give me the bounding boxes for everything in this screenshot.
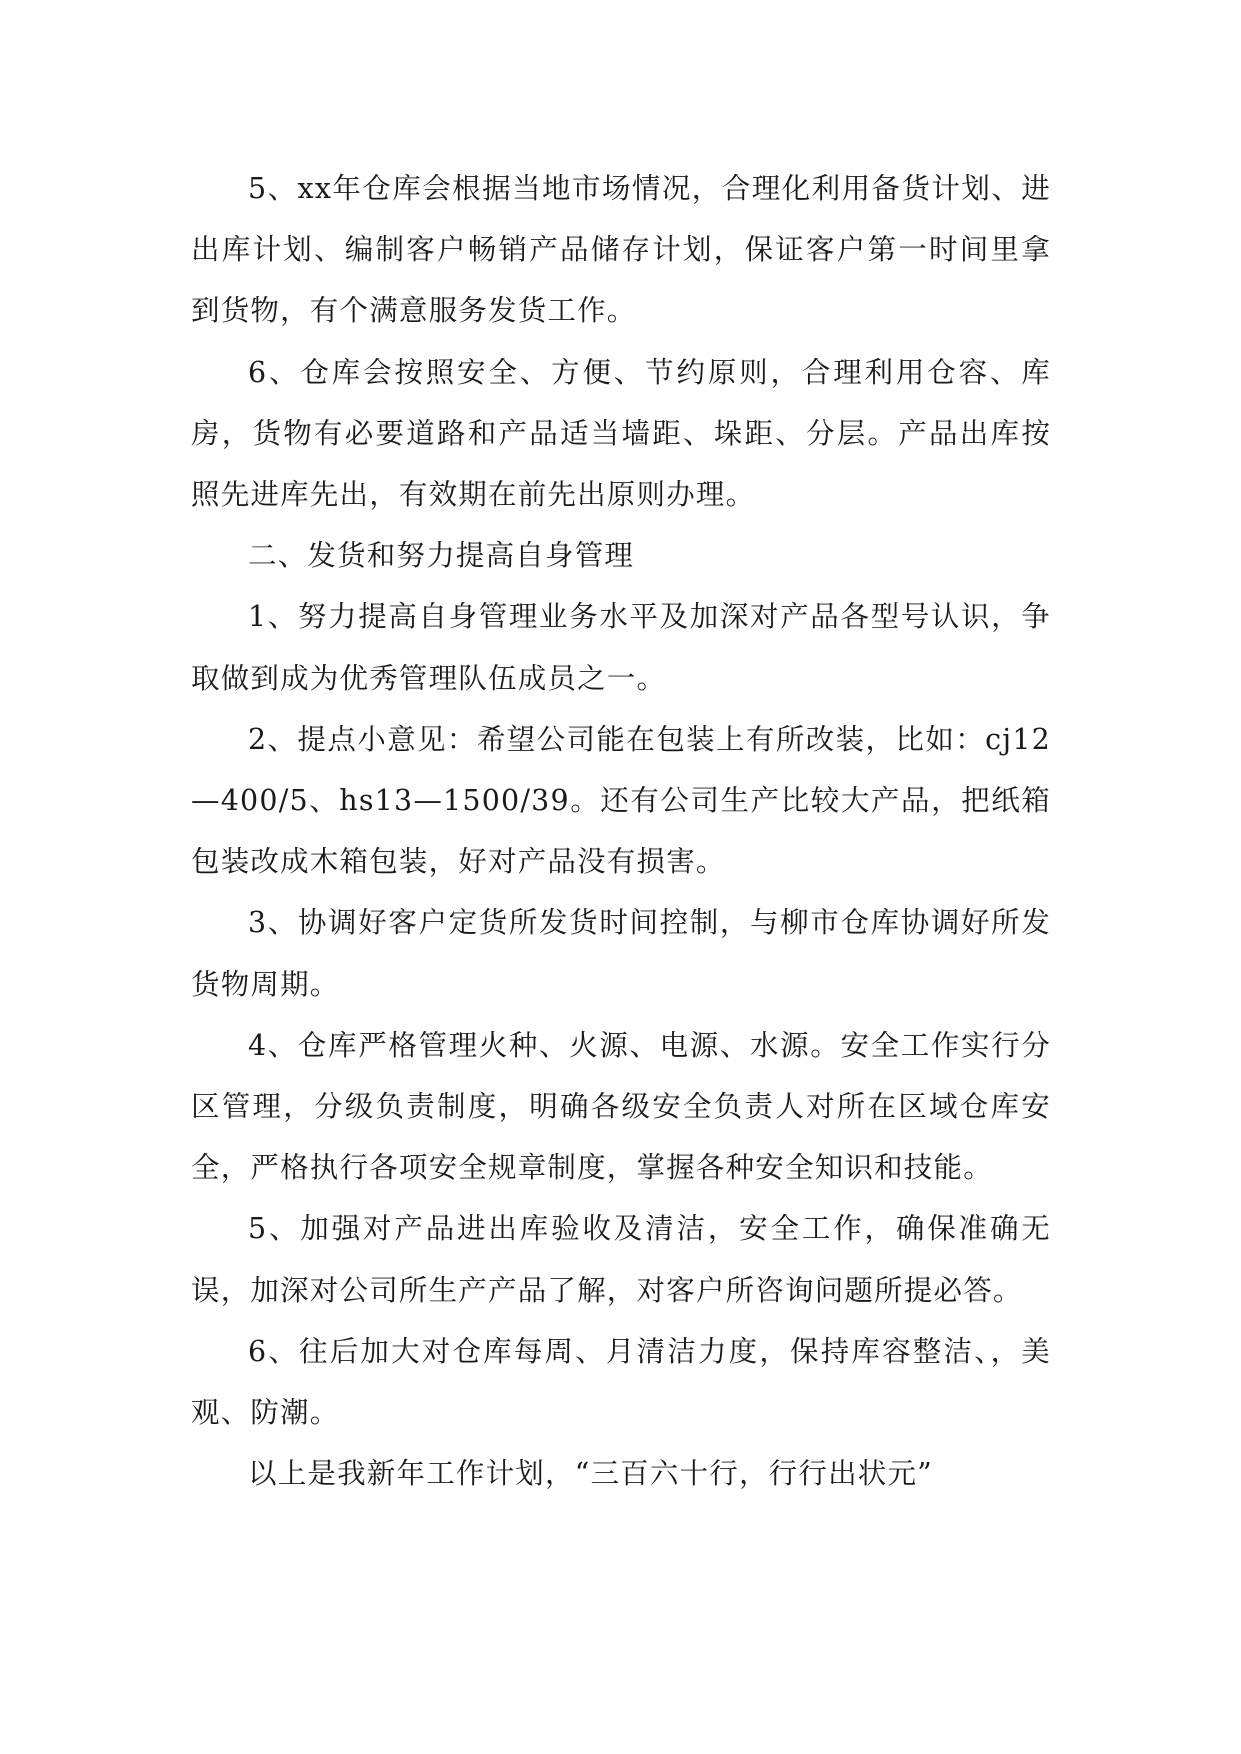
paragraph-packaging-suggestion: 2、提点小意见：希望公司能在包装上有所改装，比如：cj12—400/5、hs13—1500/39。还有公司生产比较大产品，把纸箱包装改成木箱包装，好对产品没有损害。 xyxy=(191,722,1051,879)
paragraph-storage-plan: 5、xx年仓库会根据当地市场情况，合理化利用备货计划、进出库计划、编制客户畅销产品储存计划，保证客户第一时间里拿到货物，有个满意服务发货工作。 xyxy=(191,172,1051,328)
section-heading-shipping: 二、发货和努力提高自身管理 xyxy=(248,539,635,573)
paragraph-management-skills: 1、努力提高自身管理业务水平及加深对产品各型号认识，争取做到成为优秀管理队伍成员之一。 xyxy=(191,600,1051,695)
paragraph-warehouse-usage: 6、仓库会按照安全、方便、节约原则，合理利用仓容、库房，货物有必要道路和产品适当墙距、垛距、分层。产品出库按照先进库先出，有效期在前先出原则办理。 xyxy=(191,355,1051,512)
paragraph-closing: 以上是我新年工作计划，“三百六十行，行行出状元” xyxy=(248,1457,933,1491)
paragraph-weekly-cleaning: 6、往后加大对仓库每周、月清洁力度，保持库容整洁、，美观、防潮。 xyxy=(191,1334,1051,1430)
paragraph-delivery-coordination: 3、协调好客户定货所发货时间控制，与柳市仓库协调好所发货物周期。 xyxy=(191,906,1051,1001)
paragraph-safety-management: 4、仓库严格管理火种、火源、电源、水源。安全工作实行分区管理，分级负责制度，明确各级安全负责人对所在区域仓库安全，严格执行各项安全规章制度，掌握各种安全知识和技能。 xyxy=(191,1028,1051,1185)
paragraph-inspection-cleaning: 5、加强对产品进出库验收及清洁，安全工作，确保准确无误，加深对公司所生产产品了解，对客户所咨询问题所提必答。 xyxy=(191,1212,1051,1307)
document-body xyxy=(191,158,1051,1504)
